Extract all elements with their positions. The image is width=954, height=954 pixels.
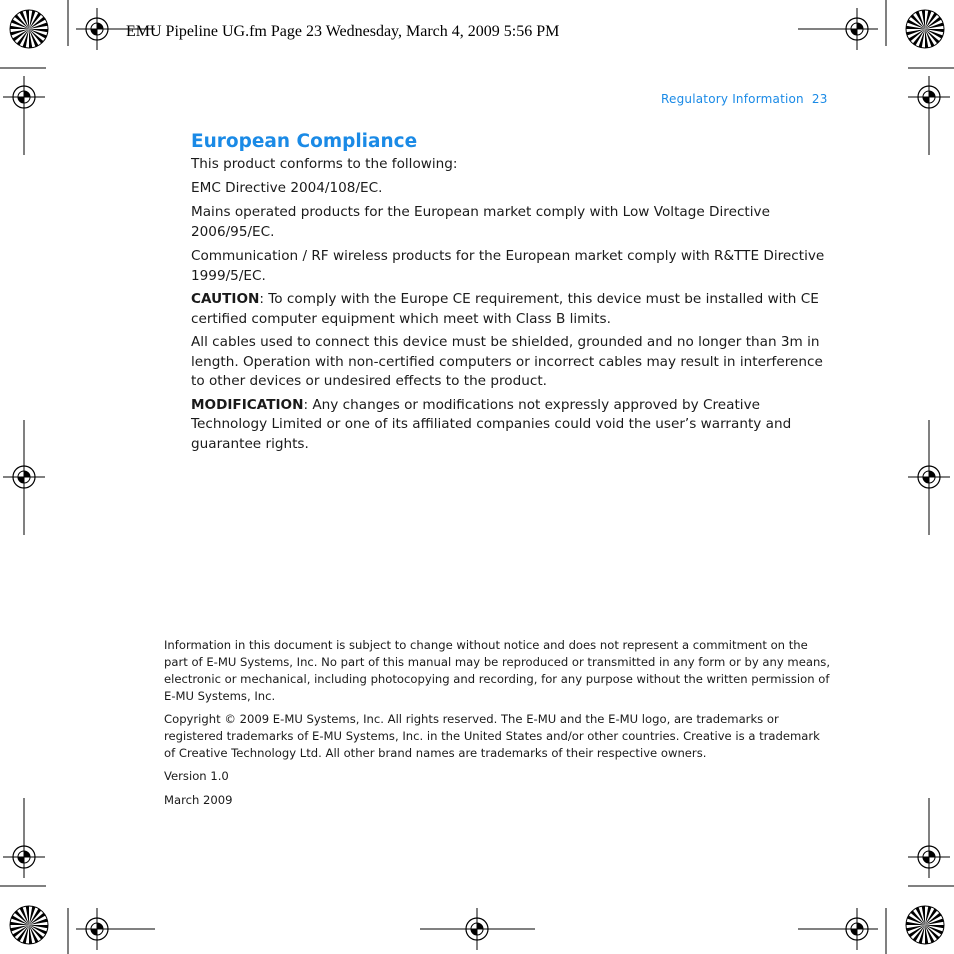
- starburst-mark-bottom-left: [10, 906, 48, 944]
- mains-paragraph: Mains operated products for the European market comply with Low Voltage Directive 2006/95/EC.: [191, 204, 770, 240]
- legal-footer: [164, 637, 832, 809]
- emc-paragraph: EMC Directive 2004/108/EC.: [191, 179, 383, 196]
- modification-text: : Any changes or modifications not expressly approved by Creative Technology Limited or one of its affiliated companies could void the user’s warranty and guarantee rights.: [191, 396, 792, 452]
- section-title: European Compliance: [191, 131, 418, 152]
- modification-paragraph: [191, 396, 831, 455]
- version-line: Version 1.0: [164, 769, 229, 783]
- starburst-mark-top-right: [906, 10, 944, 48]
- starburst-mark-bottom-right: [906, 906, 944, 944]
- caution-label: CAUTION: [191, 291, 260, 307]
- running-header-section: Regulatory Information: [661, 92, 804, 106]
- copyright-paragraph: Copyright © 2009 E-MU Systems, Inc. All rights reserved. The E-MU and the E-MU logo, are trademarks or registered trademarks of E-MU Systems, Inc. in the United States and/or other countries. Creative is a trademark of Creative Technology Ltd. All other brand names are trademarks of their respective owners.: [164, 712, 820, 760]
- disclaimer-paragraph: Information in this document is subject to change without notice and does not represent a commitment on the part of E-MU Systems, Inc. No part of this manual may be reproduced or transmitted in any form or by any means, electronic or mechanical, including photocopying and recording, for any purpose without the written permission of E-MU Systems, Inc.: [164, 638, 831, 703]
- running-header: [661, 92, 828, 106]
- print-slug: EMU Pipeline UG.fm Page 23 Wednesday, March 4, 2009 5:56 PM: [126, 23, 560, 40]
- body-text: [191, 155, 831, 454]
- page-number: 23: [811, 92, 828, 106]
- starburst-mark-top-left: [10, 10, 48, 48]
- date-line: March 2009: [164, 793, 233, 807]
- caution-text: : To comply with the Europe CE requirement, this device must be installed with CE certified computer equipment which meet with Class B limits.: [191, 291, 819, 327]
- caution-paragraph: [191, 290, 831, 329]
- modification-label: MODIFICATION: [191, 396, 304, 413]
- cables-paragraph: All cables used to connect this device must be shielded, grounded and no longer than 3m in length. Operation with non-certified computers or incorrect cables may result in interference to other devices or undesired effects to the product.: [191, 334, 823, 389]
- intro-paragraph: This product conforms to the following:: [191, 156, 458, 172]
- rf-paragraph: Communication / RF wireless products for the European market comply with R&TTE Directive 1999/5/EC.: [191, 248, 825, 284]
